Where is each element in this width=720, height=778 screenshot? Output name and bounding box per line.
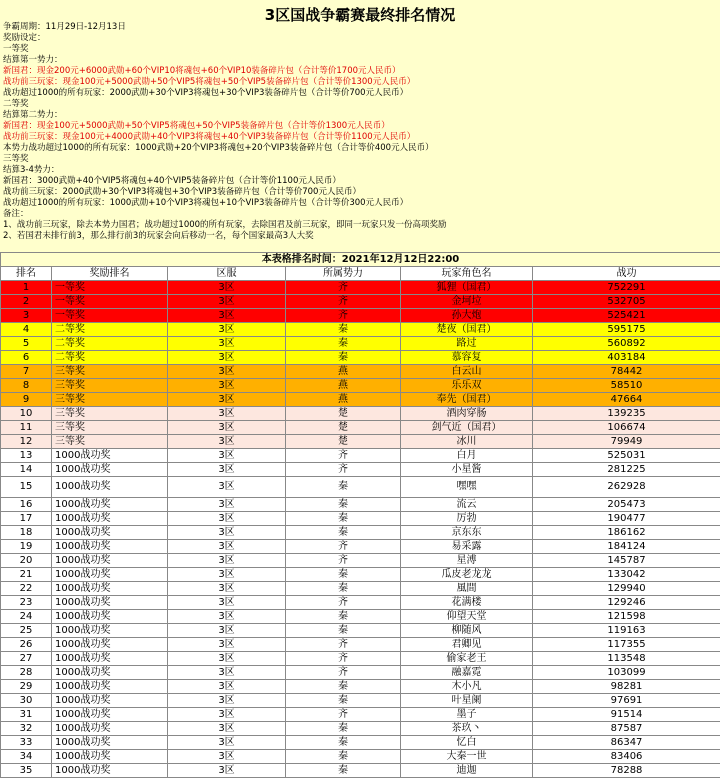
table-row [1, 379, 720, 393]
table-row [1, 435, 720, 449]
rank-cell: 21 [1, 568, 52, 582]
player-name-cell: 奉先（国君） [401, 393, 533, 407]
table-row [1, 365, 720, 379]
award-cell: 1000战功奖 [52, 498, 168, 512]
faction-cell: 秦 [286, 722, 401, 736]
merit-cell: 532705 [533, 295, 720, 309]
notes-label: 备注： [3, 209, 29, 220]
faction-cell: 齐 [286, 652, 401, 666]
server-cell: 3区 [168, 596, 286, 610]
table-row [1, 477, 720, 498]
rank-cell: 35 [1, 764, 52, 778]
table-row [1, 638, 720, 652]
rank-cell: 26 [1, 638, 52, 652]
merit-cell: 78288 [533, 764, 720, 778]
table-row [1, 512, 720, 526]
award-cell: 1000战功奖 [52, 582, 168, 596]
player-name-cell: 楚夜（国君） [401, 323, 533, 337]
server-cell: 3区 [168, 526, 286, 540]
first-prize-heading: 一等奖 [3, 44, 29, 55]
rank-cell: 2 [1, 295, 52, 309]
rank-cell: 16 [1, 498, 52, 512]
table-banner-row [1, 253, 720, 267]
player-name-cell: 忆白 [401, 736, 533, 750]
server-cell: 3区 [168, 722, 286, 736]
rank-cell: 6 [1, 351, 52, 365]
merit-cell: 79949 [533, 435, 720, 449]
table-row [1, 323, 720, 337]
award-cell: 一等奖 [52, 309, 168, 323]
faction-cell: 齐 [286, 708, 401, 722]
player-name-cell: 君卿见 [401, 638, 533, 652]
server-cell: 3区 [168, 582, 286, 596]
merit-cell: 91514 [533, 708, 720, 722]
rank-cell: 13 [1, 449, 52, 463]
player-name-cell: 風間 [401, 582, 533, 596]
server-cell: 3区 [168, 421, 286, 435]
faction-cell: 秦 [286, 323, 401, 337]
table-row [1, 554, 720, 568]
award-cell: 1000战功奖 [52, 750, 168, 764]
faction-cell: 齐 [286, 666, 401, 680]
merit-cell: 129246 [533, 596, 720, 610]
server-cell: 3区 [168, 652, 286, 666]
faction-cell: 秦 [286, 337, 401, 351]
rank-cell: 17 [1, 512, 52, 526]
merit-cell: 145787 [533, 554, 720, 568]
rank-cell: 29 [1, 680, 52, 694]
table-row [1, 351, 720, 365]
faction-cell: 秦 [286, 351, 401, 365]
faction-cell: 秦 [286, 764, 401, 778]
col-header-merit: 战功 [533, 267, 720, 281]
merit-cell: 103099 [533, 666, 720, 680]
player-name-cell: 狐狸（国君） [401, 281, 533, 295]
player-name-cell: 叶星阑 [401, 694, 533, 708]
merit-cell: 58510 [533, 379, 720, 393]
ranking-table [0, 252, 720, 778]
award-cell: 1000战功奖 [52, 694, 168, 708]
rank-cell: 23 [1, 596, 52, 610]
player-name-cell: 白云山 [401, 365, 533, 379]
server-cell: 3区 [168, 554, 286, 568]
server-cell: 3区 [168, 309, 286, 323]
rank-cell: 10 [1, 407, 52, 421]
player-name-cell: 迪迦 [401, 764, 533, 778]
table-row [1, 393, 720, 407]
merit-cell: 190477 [533, 512, 720, 526]
third-line-2: 战功前三玩家：2000武勋+30个VIP3将魂包+30个VIP3装备碎片包（合计等价700元人民币） [3, 187, 361, 198]
table-row [1, 652, 720, 666]
table-row [1, 568, 720, 582]
server-cell: 3区 [168, 764, 286, 778]
rank-cell: 3 [1, 309, 52, 323]
faction-cell: 秦 [286, 680, 401, 694]
player-name-cell: 仰望天堂 [401, 610, 533, 624]
faction-cell: 齐 [286, 449, 401, 463]
award-cell: 1000战功奖 [52, 526, 168, 540]
award-cell: 1000战功奖 [52, 624, 168, 638]
server-cell: 3区 [168, 281, 286, 295]
server-cell: 3区 [168, 365, 286, 379]
rank-cell: 8 [1, 379, 52, 393]
reward-settings-label: 奖励设定： [3, 33, 46, 44]
server-cell: 3区 [168, 750, 286, 764]
second-line-2: 战功前三玩家：现金100元+4000武勋+40个VIP3将魂包+40个VIP3装备碎片包（合计等价1100元人民币） [3, 132, 415, 143]
rank-cell: 15 [1, 477, 52, 498]
col-header-rank: 排名 [1, 267, 52, 281]
first-line-2: 战功前三玩家：现金100元+5000武勋+50个VIP5将魂包+50个VIP5装备碎片包（合计等价1300元人民币） [3, 77, 415, 88]
column-header-row [1, 267, 720, 281]
faction-cell: 齐 [286, 554, 401, 568]
rank-cell: 22 [1, 582, 52, 596]
merit-cell: 186162 [533, 526, 720, 540]
table-row [1, 449, 720, 463]
award-cell: 1000战功奖 [52, 666, 168, 680]
award-cell: 1000战功奖 [52, 652, 168, 666]
merit-cell: 121598 [533, 610, 720, 624]
rank-cell: 20 [1, 554, 52, 568]
player-name-cell: 孙大炮 [401, 309, 533, 323]
first-line-1: 新国君：现金200元+6000武勋+60个VIP10将魂包+60个VIP10装备碎片包（合计等价1700元人民币） [3, 66, 401, 77]
server-cell: 3区 [168, 477, 286, 498]
player-name-cell: 星溥 [401, 554, 533, 568]
server-cell: 3区 [168, 666, 286, 680]
rank-cell: 33 [1, 736, 52, 750]
table-row [1, 624, 720, 638]
rank-cell: 34 [1, 750, 52, 764]
award-cell: 三等奖 [52, 393, 168, 407]
first-settle-label: 结算第一势力： [3, 55, 63, 66]
player-name-cell: 木小凡 [401, 680, 533, 694]
table-row [1, 309, 720, 323]
player-name-cell: 易采露 [401, 540, 533, 554]
table-row [1, 596, 720, 610]
table-row [1, 407, 720, 421]
merit-cell: 560892 [533, 337, 720, 351]
rank-cell: 5 [1, 337, 52, 351]
award-cell: 1000战功奖 [52, 736, 168, 750]
table-row [1, 281, 720, 295]
player-name-cell: 京东东 [401, 526, 533, 540]
rank-cell: 18 [1, 526, 52, 540]
server-cell: 3区 [168, 295, 286, 309]
award-cell: 三等奖 [52, 435, 168, 449]
faction-cell: 齐 [286, 295, 401, 309]
faction-cell: 楚 [286, 435, 401, 449]
server-cell: 3区 [168, 736, 286, 750]
table-row [1, 337, 720, 351]
server-cell: 3区 [168, 680, 286, 694]
player-name-cell: 花满楼 [401, 596, 533, 610]
faction-cell: 秦 [286, 610, 401, 624]
faction-cell: 秦 [286, 512, 401, 526]
merit-cell: 133042 [533, 568, 720, 582]
server-cell: 3区 [168, 463, 286, 477]
table-row [1, 764, 720, 778]
server-cell: 3区 [168, 323, 286, 337]
award-cell: 三等奖 [52, 407, 168, 421]
rank-cell: 9 [1, 393, 52, 407]
player-name-cell: 流云 [401, 498, 533, 512]
merit-cell: 525421 [533, 309, 720, 323]
merit-cell: 98281 [533, 680, 720, 694]
award-cell: 1000战功奖 [52, 596, 168, 610]
faction-cell: 齐 [286, 596, 401, 610]
merit-cell: 595175 [533, 323, 720, 337]
second-prize-heading: 二等奖 [3, 99, 29, 110]
rank-cell: 19 [1, 540, 52, 554]
server-cell: 3区 [168, 337, 286, 351]
col-header-server: 区服 [168, 267, 286, 281]
award-cell: 二等奖 [52, 337, 168, 351]
merit-cell: 139235 [533, 407, 720, 421]
player-name-cell: 路过 [401, 337, 533, 351]
merit-cell: 47664 [533, 393, 720, 407]
player-name-cell: 偷家老王 [401, 652, 533, 666]
player-name-cell: 金坷垃 [401, 295, 533, 309]
award-cell: 1000战功奖 [52, 638, 168, 652]
award-cell: 1000战功奖 [52, 708, 168, 722]
merit-cell: 86347 [533, 736, 720, 750]
rank-cell: 28 [1, 666, 52, 680]
table-row [1, 680, 720, 694]
second-settle-label: 结算第二势力： [3, 110, 63, 121]
merit-cell: 184124 [533, 540, 720, 554]
faction-cell: 秦 [286, 568, 401, 582]
faction-cell: 秦 [286, 750, 401, 764]
player-name-cell: 厉勃 [401, 512, 533, 526]
award-cell: 1000战功奖 [52, 722, 168, 736]
col-header-award: 奖励排名 [52, 267, 168, 281]
table-row [1, 421, 720, 435]
server-cell: 3区 [168, 379, 286, 393]
player-name-cell: 茶玖丶 [401, 722, 533, 736]
faction-cell: 齐 [286, 309, 401, 323]
third-line-1: 新国君：3000武勋+40个VIP5将魂包+40个VIP5装备碎片包（合计等价1100元人民币） [3, 176, 341, 187]
faction-cell: 楚 [286, 407, 401, 421]
merit-cell: 117355 [533, 638, 720, 652]
merit-cell: 752291 [533, 281, 720, 295]
faction-cell: 秦 [286, 582, 401, 596]
table-row [1, 666, 720, 680]
faction-cell: 齐 [286, 540, 401, 554]
faction-cell: 秦 [286, 526, 401, 540]
award-cell: 1000战功奖 [52, 680, 168, 694]
faction-cell: 齐 [286, 638, 401, 652]
period-text: 争霸周期：11月29日-12月13日 [3, 22, 126, 33]
third-settle-label: 结算3-4势力： [3, 165, 59, 176]
table-row [1, 610, 720, 624]
player-name-cell: 柳随风 [401, 624, 533, 638]
player-name-cell: 嘿嘿 [401, 477, 533, 498]
rank-cell: 1 [1, 281, 52, 295]
faction-cell: 燕 [286, 393, 401, 407]
faction-cell: 秦 [286, 477, 401, 498]
merit-cell: 205473 [533, 498, 720, 512]
rank-cell: 24 [1, 610, 52, 624]
table-row [1, 694, 720, 708]
table-row [1, 463, 720, 477]
player-name-cell: 墨子 [401, 708, 533, 722]
server-cell: 3区 [168, 449, 286, 463]
award-cell: 1000战功奖 [52, 463, 168, 477]
rank-cell: 31 [1, 708, 52, 722]
award-cell: 二等奖 [52, 351, 168, 365]
table-row [1, 295, 720, 309]
second-line-3: 本势力战功超过1000的所有玩家：1000武勋+20个VIP3将魂包+20个VIP3装备碎片包（合计等价400元人民币） [3, 143, 434, 154]
merit-cell: 262928 [533, 477, 720, 498]
server-cell: 3区 [168, 512, 286, 526]
server-cell: 3区 [168, 708, 286, 722]
award-cell: 1000战功奖 [52, 477, 168, 498]
faction-cell: 楚 [286, 421, 401, 435]
server-cell: 3区 [168, 498, 286, 512]
second-line-1: 新国君：现金100元+5000武勋+50个VIP5将魂包+50个VIP5装备碎片包（合计等价1300元人民币） [3, 121, 390, 132]
col-header-faction: 所属势力 [286, 267, 401, 281]
col-header-player: 玩家角色名 [401, 267, 533, 281]
header-section [0, 0, 720, 253]
note-2: 2、若国君未排行前3，那么排行前3的玩家会向后移动一名，每个国家最高3人大奖 [3, 231, 314, 242]
table-row [1, 736, 720, 750]
faction-cell: 齐 [286, 463, 401, 477]
third-line-3: 战功超过1000的所有玩家：1000武勋+10个VIP3将魂包+10个VIP3装备碎片包（合计等价300元人民币） [3, 198, 408, 209]
faction-cell: 秦 [286, 498, 401, 512]
merit-cell: 83406 [533, 750, 720, 764]
merit-cell: 119163 [533, 624, 720, 638]
table-row [1, 722, 720, 736]
table-row [1, 582, 720, 596]
rank-cell: 12 [1, 435, 52, 449]
award-cell: 三等奖 [52, 379, 168, 393]
faction-cell: 燕 [286, 379, 401, 393]
merit-cell: 403184 [533, 351, 720, 365]
note-1: 1、战功前三玩家，除去本势力国君；战功超过1000的所有玩家，去除国君及前三玩家，即同一玩家只发一份高项奖励 [3, 220, 447, 231]
server-cell: 3区 [168, 393, 286, 407]
faction-cell: 秦 [286, 694, 401, 708]
player-name-cell: 白月 [401, 449, 533, 463]
award-cell: 1000战功奖 [52, 512, 168, 526]
server-cell: 3区 [168, 568, 286, 582]
award-cell: 二等奖 [52, 323, 168, 337]
rank-cell: 11 [1, 421, 52, 435]
merit-cell: 281225 [533, 463, 720, 477]
award-cell: 三等奖 [52, 421, 168, 435]
award-cell: 1000战功奖 [52, 610, 168, 624]
server-cell: 3区 [168, 540, 286, 554]
merit-cell: 106674 [533, 421, 720, 435]
rank-cell: 30 [1, 694, 52, 708]
merit-cell: 78442 [533, 365, 720, 379]
table-row [1, 750, 720, 764]
rank-cell: 7 [1, 365, 52, 379]
faction-cell: 秦 [286, 736, 401, 750]
rank-cell: 4 [1, 323, 52, 337]
merit-cell: 525031 [533, 449, 720, 463]
table-row [1, 498, 720, 512]
player-name-cell: 剑气近（国君） [401, 421, 533, 435]
server-cell: 3区 [168, 351, 286, 365]
award-cell: 一等奖 [52, 281, 168, 295]
faction-cell: 燕 [286, 365, 401, 379]
player-name-cell: 酒肉穿肠 [401, 407, 533, 421]
server-cell: 3区 [168, 407, 286, 421]
merit-cell: 87587 [533, 722, 720, 736]
rank-cell: 25 [1, 624, 52, 638]
rank-cell: 14 [1, 463, 52, 477]
third-prize-heading: 三等奖 [3, 154, 29, 165]
player-name-cell: 大秦一世 [401, 750, 533, 764]
server-cell: 3区 [168, 638, 286, 652]
faction-cell: 秦 [286, 624, 401, 638]
table-row [1, 540, 720, 554]
player-name-cell: 慕容复 [401, 351, 533, 365]
player-name-cell: 融嘉霓 [401, 666, 533, 680]
server-cell: 3区 [168, 610, 286, 624]
player-name-cell: 乐乐双 [401, 379, 533, 393]
page-title: 3区国战争霸赛最终排名情况 [0, 4, 720, 25]
table-row [1, 526, 720, 540]
award-cell: 1000战功奖 [52, 540, 168, 554]
first-line-3: 战功超过1000的所有玩家：2000武勋+30个VIP3将魂包+30个VIP3装备碎片包（合计等价700元人民币） [3, 88, 408, 99]
award-cell: 1000战功奖 [52, 764, 168, 778]
award-cell: 1000战功奖 [52, 554, 168, 568]
award-cell: 1000战功奖 [52, 449, 168, 463]
server-cell: 3区 [168, 694, 286, 708]
player-name-cell: 瓜皮老龙龙 [401, 568, 533, 582]
server-cell: 3区 [168, 624, 286, 638]
merit-cell: 129940 [533, 582, 720, 596]
ranking-time-banner: 本表格排名时间：2021年12月12日22:00 [1, 253, 720, 267]
award-cell: 三等奖 [52, 365, 168, 379]
faction-cell: 齐 [286, 281, 401, 295]
player-name-cell: 冰川 [401, 435, 533, 449]
table-row [1, 708, 720, 722]
award-cell: 一等奖 [52, 295, 168, 309]
server-cell: 3区 [168, 435, 286, 449]
merit-cell: 113548 [533, 652, 720, 666]
award-cell: 1000战功奖 [52, 568, 168, 582]
rank-cell: 27 [1, 652, 52, 666]
merit-cell: 97691 [533, 694, 720, 708]
player-name-cell: 小星酱 [401, 463, 533, 477]
rank-cell: 32 [1, 722, 52, 736]
